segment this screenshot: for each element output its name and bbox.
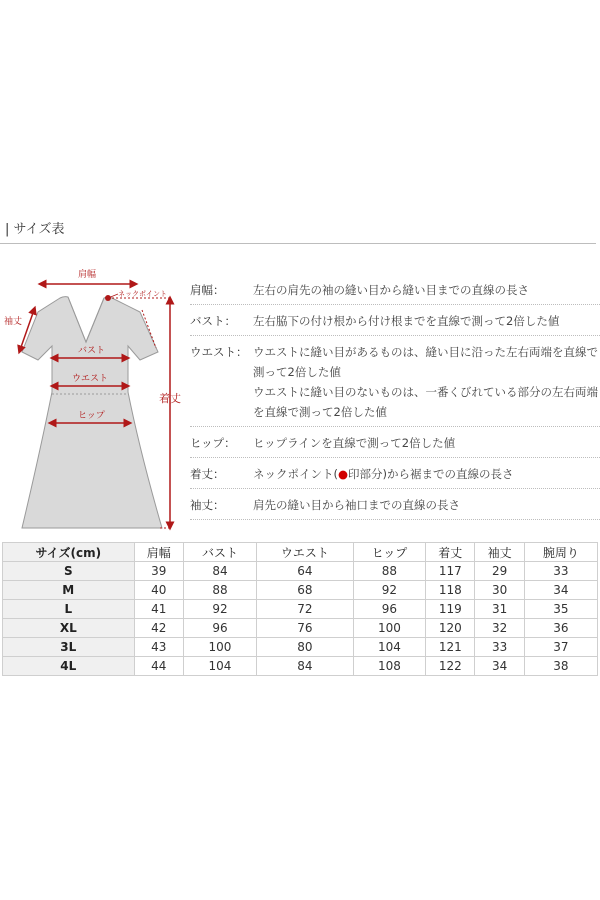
table-cell: 100 (183, 638, 256, 657)
measurement-definitions (190, 279, 600, 525)
table-cell: 44 (134, 657, 183, 676)
table-row (3, 638, 598, 657)
table-cell: 32 (475, 619, 524, 638)
definition-sleeve (190, 494, 600, 520)
table-cell: 31 (475, 600, 524, 619)
table-cell: 92 (353, 581, 425, 600)
table-cell: 34 (475, 657, 524, 676)
section-divider (0, 243, 596, 244)
definition-length (190, 463, 600, 489)
table-cell: 108 (353, 657, 425, 676)
table-header: サイズ(cm) (3, 543, 135, 562)
table-cell: 120 (426, 619, 475, 638)
table-cell: 100 (353, 619, 425, 638)
table-cell: 88 (183, 581, 256, 600)
definition-term: ヒップ： (190, 436, 236, 450)
table-header: ヒップ (353, 543, 425, 562)
table-cell: 39 (134, 562, 183, 581)
label-neck-point: ネックポイント (118, 290, 167, 298)
table-cell: 29 (475, 562, 524, 581)
table-cell: 72 (257, 600, 354, 619)
definition-text: ウエストに縫い目があるものは、縫い目に沿った左右両端を直線で 測って2倍した値 ウエストに縫い目のないものは、一番くびれている部分の左右両端 を直線で測って2倍した値 (253, 345, 598, 419)
dress-measurement-diagram (0, 262, 190, 542)
label-bust: バスト (78, 346, 106, 356)
table-cell: 64 (257, 562, 354, 581)
table-cell: 30 (475, 581, 524, 600)
table-cell: 92 (183, 600, 256, 619)
definition-text: 左右脇下の付け根から付け根までを直線で測って2倍した値 (253, 314, 560, 328)
table-cell: 40 (134, 581, 183, 600)
size-label: XL (3, 619, 135, 638)
table-cell: 121 (426, 638, 475, 657)
table-cell: 104 (183, 657, 256, 676)
table-header: 着丈 (426, 543, 475, 562)
table-cell: 96 (183, 619, 256, 638)
definition-term: 袖丈： (190, 498, 225, 512)
definition-text: ヒップラインを直線で測って2倍した値 (253, 436, 456, 450)
table-header: 袖丈 (475, 543, 524, 562)
label-hip: ヒップ (78, 411, 105, 421)
table-cell: 33 (475, 638, 524, 657)
definition-bust (190, 310, 600, 336)
table-cell: 117 (426, 562, 475, 581)
size-label: S (3, 562, 135, 581)
definition-term: 肩幅： (190, 283, 225, 297)
table-cell: 43 (134, 638, 183, 657)
table-header-row (3, 543, 598, 562)
table-cell: 34 (524, 581, 597, 600)
table-cell: 76 (257, 619, 354, 638)
table-row (3, 619, 598, 638)
definition-text: 左右の肩先の袖の縫い目から縫い目までの直線の長さ (253, 283, 529, 297)
table-header: バスト (183, 543, 256, 562)
size-label: 4L (3, 657, 135, 676)
label-shoulder: 肩幅 (78, 270, 97, 280)
table-cell: 118 (426, 581, 475, 600)
definition-shoulder (190, 279, 600, 305)
label-sleeve: 袖丈 (4, 317, 23, 327)
definition-term: バスト： (190, 314, 236, 328)
table-cell: 36 (524, 619, 597, 638)
size-table (2, 542, 598, 676)
table-row (3, 600, 598, 619)
label-length: 着丈 (159, 392, 181, 405)
table-row (3, 562, 598, 581)
table-cell: 80 (257, 638, 354, 657)
size-label: M (3, 581, 135, 600)
definition-text: 肩先の縫い目から袖口までの直線の長さ (253, 498, 460, 512)
table-cell: 122 (426, 657, 475, 676)
table-header: 腕周り (524, 543, 597, 562)
table-row (3, 657, 598, 676)
table-cell: 84 (183, 562, 256, 581)
table-cell: 84 (257, 657, 354, 676)
definition-waist (190, 341, 600, 427)
table-cell: 88 (353, 562, 425, 581)
table-cell: 33 (524, 562, 597, 581)
table-cell: 37 (524, 638, 597, 657)
label-waist: ウエスト (72, 374, 109, 384)
table-cell: 35 (524, 600, 597, 619)
table-cell: 41 (134, 600, 183, 619)
table-row (3, 581, 598, 600)
table-cell: 42 (134, 619, 183, 638)
table-header: ウエスト (257, 543, 354, 562)
table-header: 肩幅 (134, 543, 183, 562)
table-cell: 119 (426, 600, 475, 619)
definition-term: ウエスト： (190, 345, 248, 359)
definition-hip (190, 432, 600, 458)
table-cell: 38 (524, 657, 597, 676)
table-cell: 96 (353, 600, 425, 619)
size-label: 3L (3, 638, 135, 657)
definition-term: 着丈： (190, 467, 225, 481)
table-cell: 104 (353, 638, 425, 657)
size-label: L (3, 600, 135, 619)
neck-point-marker-icon: ● (338, 467, 349, 481)
section-title: | サイズ表 (5, 222, 65, 237)
definition-text: ネックポイント(●印部分)から裾までの直線の長さ (253, 467, 514, 481)
table-cell: 68 (257, 581, 354, 600)
